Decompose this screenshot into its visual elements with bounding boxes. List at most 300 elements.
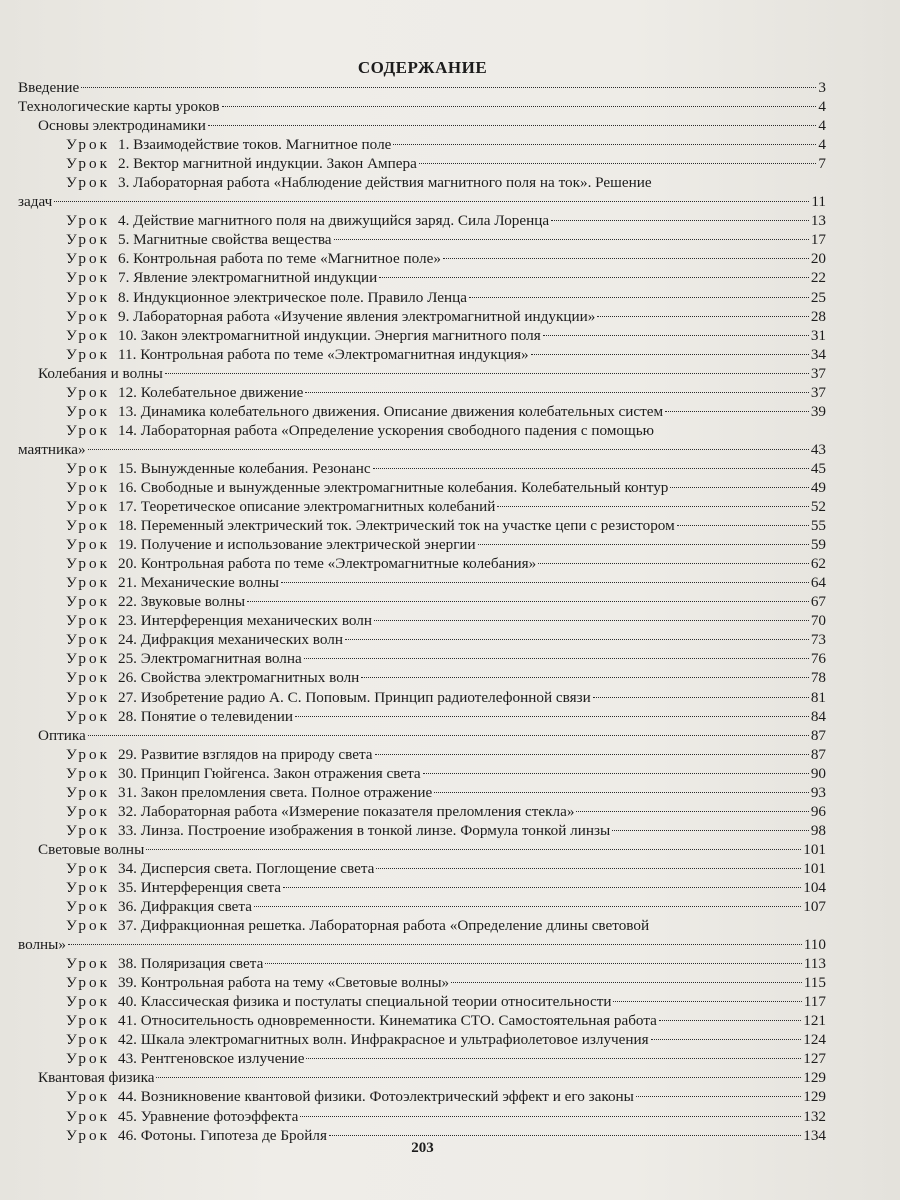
lesson-prefix: Урок: [66, 155, 110, 173]
toc-entry-title: 18. Переменный электрический ток. Электрический ток на участке цепи с резистором: [117, 517, 675, 535]
dot-leader: [88, 735, 809, 736]
lesson-prefix: Урок: [66, 859, 110, 877]
lesson-prefix: Урок: [66, 174, 110, 192]
toc-page-number: 96: [810, 802, 826, 820]
toc-entry-text: [66, 535, 476, 554]
toc-entry-title: 25. Электромагнитная волна: [117, 650, 302, 668]
dot-leader: [434, 792, 809, 793]
lesson-prefix: Урок: [66, 783, 110, 801]
toc-page-number: 107: [803, 898, 826, 916]
toc-lesson-entry: [18, 573, 826, 592]
dot-leader: [451, 982, 802, 983]
toc-entry-text: [18, 97, 220, 116]
toc-entry-text: [66, 878, 281, 897]
lesson-prefix: Урок: [66, 1107, 110, 1125]
toc-page-number: 98: [810, 821, 826, 839]
toc-page-number: 70: [810, 612, 826, 630]
toc-page-number: 4: [818, 98, 826, 116]
lesson-prefix: Урок: [66, 688, 110, 706]
toc-lesson-entry: [18, 973, 826, 992]
toc-lesson-entry: [18, 230, 826, 249]
toc-entry-text: [66, 897, 252, 916]
lesson-prefix: Урок: [66, 459, 110, 477]
toc-lesson-entry: [18, 707, 826, 726]
dot-leader: [54, 201, 809, 202]
toc-lesson-entry: [18, 268, 826, 287]
toc-entry-text: [38, 840, 144, 859]
toc-entry-text: [66, 288, 467, 307]
toc-entry-title: 15. Вынужденные колебания. Резонанс: [117, 459, 371, 477]
toc-page-number: 113: [803, 955, 826, 973]
toc-entry-title: 41. Относительность одновременности. Кинематика СТО. Самостоятельная работа: [117, 1012, 657, 1030]
dot-leader: [156, 1077, 801, 1078]
dot-leader: [373, 468, 809, 469]
toc-page-number: 121: [803, 1012, 826, 1030]
toc-lesson-entry: [18, 345, 826, 364]
toc-page-number: 3: [818, 79, 826, 96]
toc-entry-text: [38, 1068, 154, 1087]
toc-entry-text: [66, 668, 359, 687]
lesson-prefix: Урок: [66, 1012, 110, 1030]
dot-leader: [659, 1020, 801, 1021]
toc-page-number: 25: [810, 288, 826, 306]
toc-entry-text: [66, 211, 549, 230]
dot-leader: [613, 1001, 801, 1002]
toc-page-number: 37: [810, 364, 826, 382]
toc-page-number: 78: [810, 669, 826, 687]
toc-entry-title: 3. Лабораторная работа «Наблюдение действия магнитного поля на ток». Решение: [117, 174, 652, 192]
toc-entry-text: [66, 268, 377, 287]
toc-entry-title: 26. Свойства электромагнитных волн: [117, 669, 360, 687]
toc-page-number: 101: [803, 840, 826, 858]
dot-leader: [497, 506, 808, 507]
toc-lesson-entry: [18, 459, 826, 478]
toc-entry-title: 35. Интерференция света: [117, 878, 282, 896]
toc-entry-text: [66, 383, 303, 402]
toc-lesson-entry: [18, 135, 826, 154]
lesson-prefix: Урок: [66, 707, 110, 725]
dot-leader: [651, 1039, 802, 1040]
lesson-prefix: Урок: [66, 898, 110, 916]
toc-entry-text: [66, 992, 611, 1011]
toc-entry-text: [66, 973, 449, 992]
lesson-prefix: Урок: [66, 650, 110, 668]
toc-page-number: 127: [803, 1050, 826, 1068]
toc-page-number: 76: [810, 650, 826, 668]
toc-page-number: 45: [810, 459, 826, 477]
toc-lesson-entry: [18, 992, 826, 1011]
toc-entry-text: [66, 478, 668, 497]
toc-page-number: 4: [818, 117, 826, 135]
dot-leader: [593, 697, 809, 698]
dot-leader: [636, 1096, 801, 1097]
lesson-prefix: Урок: [66, 478, 110, 496]
toc-lesson-entry: [18, 611, 826, 630]
dot-leader: [531, 354, 809, 355]
toc-entry-title: 39. Контрольная работа на тему «Световые волны»: [117, 974, 450, 992]
toc-entry-line: [18, 916, 826, 935]
toc-lesson-entry: [18, 402, 826, 421]
lesson-prefix: Урок: [66, 345, 110, 363]
toc-page-number: 17: [810, 231, 826, 249]
lesson-prefix: Урок: [66, 421, 110, 439]
toc-entry-continuation: волны»: [18, 936, 66, 954]
dot-leader: [345, 639, 809, 640]
toc-entry-title: 30. Принцип Гюйгенса. Закон отражения света: [117, 764, 421, 782]
lesson-prefix: Урок: [66, 250, 110, 268]
toc-page-number: 117: [803, 993, 826, 1011]
toc-entry-text: [66, 611, 372, 630]
dot-leader: [88, 449, 809, 450]
toc-lesson-entry: [18, 688, 826, 707]
page-title: СОДЕРЖАНИЕ: [357, 58, 488, 77]
toc-entry-text: [66, 821, 610, 840]
toc-lesson-entry: [18, 554, 826, 573]
toc-entry-title: 43. Рентгеновское излучение: [117, 1050, 305, 1068]
toc-page-number: 4: [818, 136, 826, 154]
toc-entry-text: [66, 1087, 634, 1106]
toc-lesson-entry: [18, 859, 826, 878]
toc-entry-text: [66, 783, 432, 802]
lesson-prefix: Урок: [66, 745, 110, 763]
toc-section-entry: [18, 1068, 826, 1087]
toc-entry-line: [18, 173, 826, 192]
toc-page-number: 11: [811, 193, 826, 211]
toc-lesson-entry: [18, 383, 826, 402]
lesson-prefix: Урок: [66, 955, 110, 973]
dot-leader: [68, 944, 802, 945]
dot-leader: [305, 392, 809, 393]
toc-entry-title: 22. Звуковые волны: [117, 593, 246, 611]
lesson-prefix: Урок: [66, 669, 110, 687]
toc-lesson-entry: [18, 288, 826, 307]
lesson-prefix: Урок: [66, 383, 110, 401]
toc-page-number: 49: [810, 478, 826, 496]
lesson-prefix: Урок: [66, 1050, 110, 1068]
toc-entry-title: Основы электродинамики: [38, 117, 206, 135]
toc-page-number: 124: [803, 1031, 826, 1049]
toc-section-entry: [18, 116, 826, 135]
toc-entry-title: 23. Интерференция механических волн: [117, 612, 373, 630]
toc-page-number: 129: [803, 1088, 826, 1106]
dot-leader: [665, 411, 809, 412]
toc-lesson-entry: [18, 1049, 826, 1068]
toc-page-number: 87: [810, 745, 826, 763]
toc-lesson-entry: [18, 783, 826, 802]
toc-entry-continuation: задач: [18, 193, 53, 211]
toc-lesson-entry: [18, 478, 826, 497]
toc-entry-title: 32. Лабораторная работа «Измерение показателя преломления стекла»: [117, 802, 575, 820]
lesson-prefix: Урок: [66, 326, 110, 344]
dot-leader: [306, 1058, 801, 1059]
dot-leader: [375, 754, 809, 755]
toc-entry-title: 24. Дифракция механических волн: [117, 631, 343, 649]
dot-leader: [165, 373, 809, 374]
toc-entry-text: [66, 402, 663, 421]
toc-entry-title: Технологические карты уроков: [18, 98, 220, 116]
toc-entry-text: [66, 630, 343, 649]
toc-entry-title: 16. Свободные и вынужденные электромагнитные колебания. Колебательный контур: [117, 478, 669, 496]
toc-lesson-entry: [18, 878, 826, 897]
toc-entry-title: 5. Магнитные свойства вещества: [117, 231, 332, 249]
toc-lesson-entry: [18, 1011, 826, 1030]
toc-page-number: 110: [803, 936, 826, 954]
dot-leader: [281, 582, 809, 583]
toc-entry-title: 4. Действие магнитного поля на движущийся заряд. Сила Лоренца: [117, 212, 550, 230]
lesson-prefix: Урок: [66, 631, 110, 649]
toc-entry-text: [66, 649, 302, 668]
toc-page-number: 129: [803, 1069, 826, 1087]
toc-section-entry: [18, 364, 826, 383]
dot-leader: [478, 544, 809, 545]
toc-entry-text: [66, 1107, 298, 1126]
toc-entry-title: 29. Развитие взглядов на природу света: [117, 745, 373, 763]
toc-entry-title: 11. Контрольная работа по теме «Электромагнитная индукция»: [117, 345, 529, 363]
toc-lesson-entry: [18, 535, 826, 554]
toc-page-number: 87: [810, 726, 826, 744]
toc-lesson-entry: [18, 821, 826, 840]
toc-page-number: 7: [818, 155, 826, 173]
toc-entry-title: 13. Динамика колебательного движения. Описание движения колебательных систем: [117, 402, 664, 420]
dot-leader: [304, 658, 809, 659]
dot-leader: [670, 487, 808, 488]
toc-section-entry: [18, 726, 826, 745]
toc-page-number: 62: [810, 555, 826, 573]
toc-entry-title: Оптика: [38, 726, 86, 744]
toc-entry-title: 21. Механические волны: [117, 574, 279, 592]
toc-entry-text: [66, 954, 263, 973]
toc-page-number: 20: [810, 250, 826, 268]
dot-leader: [376, 868, 801, 869]
toc-entry-text: [66, 688, 591, 707]
toc-entry-text: [66, 154, 417, 173]
toc-page-number: 39: [810, 402, 826, 420]
toc-entry-text: [66, 1049, 304, 1068]
toc-lesson-entry: [18, 649, 826, 668]
toc-section-entry: [18, 840, 826, 859]
lesson-prefix: Урок: [66, 212, 110, 230]
toc-lesson-entry: [18, 154, 826, 173]
toc-entry-text: [66, 1011, 657, 1030]
dot-leader: [469, 297, 809, 298]
toc-entry-title: 19. Получение и использование электрической энергии: [117, 536, 476, 554]
lesson-prefix: Урок: [66, 136, 110, 154]
toc-page-number: 31: [810, 326, 826, 344]
toc-page-number: 84: [810, 707, 826, 725]
toc-entry-text: [38, 726, 86, 745]
toc-entry-text: [66, 307, 595, 326]
toc-page-number: 81: [810, 688, 826, 706]
toc-section-entry: [18, 97, 826, 116]
toc-entry-title: 38. Поляризация света: [117, 955, 264, 973]
toc-page-number: 64: [810, 574, 826, 592]
toc-lesson-entry: [18, 1030, 826, 1049]
lesson-prefix: Урок: [66, 288, 110, 306]
toc-entry-title: Световые волны: [38, 840, 145, 858]
toc-entry-title: 34. Дисперсия света. Поглощение света: [117, 859, 375, 877]
toc-entry-title: Квантовая физика: [38, 1069, 155, 1087]
dot-leader: [222, 106, 817, 107]
toc-entry-text: [66, 573, 279, 592]
dot-leader: [81, 87, 816, 88]
toc-lesson-entry: [18, 249, 826, 268]
dot-leader: [300, 1116, 801, 1117]
toc-entry-title: 8. Индукционное электрическое поле. Правило Ленца: [117, 288, 468, 306]
toc-entry-title: 6. Контрольная работа по теме «Магнитное поле»: [117, 250, 441, 268]
toc-entry-title: 44. Возникновение квантовой физики. Фотоэлектрический эффект и его законы: [117, 1088, 634, 1106]
toc-lesson-entry: [18, 897, 826, 916]
dot-leader: [612, 830, 809, 831]
toc-entry-text: [66, 802, 574, 821]
toc-entry-text: [66, 764, 421, 783]
page-number: 203: [411, 1140, 434, 1156]
toc-entry-text: [66, 554, 536, 573]
toc-page-number: 34: [810, 345, 826, 363]
toc-lesson-entry: [18, 1107, 826, 1126]
toc-entry-title: 40. Классическая физика и постулаты специальной теории относительности: [117, 993, 612, 1011]
lesson-prefix: Урок: [66, 402, 110, 420]
toc-page-number: 101: [803, 859, 826, 877]
toc-entry-title: 17. Теоретическое описание электромагнитных колебаний: [117, 498, 496, 516]
dot-leader: [393, 144, 816, 145]
toc-lesson-entry: [18, 307, 826, 326]
dot-leader: [208, 125, 817, 126]
toc-page-number: 52: [810, 498, 826, 516]
toc-page-number: 43: [810, 440, 826, 458]
toc-page-number: 93: [810, 783, 826, 801]
toc-page-number: 59: [810, 536, 826, 554]
toc-page-number: 28: [810, 307, 826, 325]
toc-entry-line: [18, 935, 826, 954]
dot-leader: [576, 811, 808, 812]
dot-leader: [543, 335, 809, 336]
lesson-prefix: Урок: [66, 307, 110, 325]
toc-section-entry: [18, 78, 826, 97]
lesson-prefix: Урок: [66, 821, 110, 839]
toc-lesson-entry: [18, 764, 826, 783]
lesson-prefix: Урок: [66, 917, 110, 935]
toc-entry-title: 1. Взаимодействие токов. Магнитное поле: [117, 136, 392, 154]
toc-entry-text: [66, 345, 529, 364]
dot-leader: [443, 258, 809, 259]
toc-lesson-entry: [18, 630, 826, 649]
lesson-prefix: Урок: [66, 536, 110, 554]
toc-entry-line: [18, 421, 826, 440]
lesson-prefix: Урок: [66, 974, 110, 992]
toc-lesson-entry: [18, 668, 826, 687]
toc-entry-text: [66, 745, 373, 764]
toc-entry-title: 28. Понятие о телевидении: [117, 707, 293, 725]
dot-leader: [334, 239, 809, 240]
toc-entry-text: [66, 230, 332, 249]
lesson-prefix: Урок: [66, 764, 110, 782]
toc-entry-text: [66, 135, 391, 154]
toc-page-number: 73: [810, 631, 826, 649]
toc-lesson-entry: [18, 592, 826, 611]
toc-entry-text: [38, 364, 163, 383]
dot-leader: [265, 963, 801, 964]
toc-lesson-entry: [18, 745, 826, 764]
toc-lesson-entry: [18, 1087, 826, 1106]
dot-leader: [146, 849, 801, 850]
toc-page-number: 55: [810, 517, 826, 535]
toc-entry-title: 42. Шкала электромагнитных волн. Инфракрасное и ультрафиолетовое излучения: [117, 1031, 649, 1049]
lesson-prefix: Урок: [66, 231, 110, 249]
toc-entry-title: 20. Контрольная работа по теме «Электромагнитные колебания»: [117, 555, 537, 573]
toc-entry-text: [66, 459, 371, 478]
table-of-contents: [18, 78, 826, 1145]
dot-leader: [419, 163, 817, 164]
dot-leader: [597, 316, 809, 317]
dot-leader: [423, 773, 809, 774]
dot-leader: [247, 601, 809, 602]
toc-entry-line: [18, 440, 826, 459]
toc-entry-text: [66, 1030, 649, 1049]
dot-leader: [283, 887, 801, 888]
lesson-prefix: Урок: [66, 574, 110, 592]
toc-entry-text: [38, 116, 206, 135]
toc-entry-text: [66, 859, 374, 878]
lesson-prefix: Урок: [66, 1031, 110, 1049]
toc-entry-continuation: маятника»: [18, 440, 86, 458]
toc-page-number: 13: [810, 212, 826, 230]
toc-page-number: 104: [803, 878, 826, 896]
dot-leader: [677, 525, 809, 526]
toc-lesson-entry: [18, 211, 826, 230]
toc-entry-text: [66, 326, 541, 345]
toc-entry-title: 12. Колебательное движение: [117, 383, 304, 401]
toc-entry-text: [66, 592, 245, 611]
dot-leader: [361, 677, 809, 678]
dot-leader: [374, 620, 809, 621]
toc-entry-title: 9. Лабораторная работа «Изучение явления электромагнитной индукции»: [117, 307, 596, 325]
toc-entry-title: Введение: [18, 79, 80, 96]
toc-page-number: 22: [810, 269, 826, 287]
lesson-prefix: Урок: [66, 498, 110, 516]
toc-entry-text: [66, 249, 441, 268]
toc-page-number: 134: [803, 1126, 826, 1144]
toc-page-number: 132: [803, 1107, 826, 1125]
lesson-prefix: Урок: [66, 269, 110, 287]
toc-entry-title: 14. Лабораторная работа «Определение ускорения свободного падения с помощью: [117, 421, 654, 439]
dot-leader: [551, 220, 809, 221]
toc-entry-text: [66, 516, 675, 535]
toc-entry-title: 36. Дифракция света: [117, 898, 252, 916]
toc-entry-text: [66, 707, 293, 726]
toc-entry-title: 10. Закон электромагнитной индукции. Энергия магнитного поля: [117, 326, 541, 344]
toc-entry-title: 27. Изобретение радио А. С. Поповым. Принцип радиотелефонной связи: [117, 688, 591, 706]
toc-page-number: 115: [803, 974, 826, 992]
lesson-prefix: Урок: [66, 993, 110, 1011]
lesson-prefix: Урок: [66, 802, 110, 820]
toc-entry-line: [18, 192, 826, 211]
toc-entry-title: 31. Закон преломления света. Полное отражение: [117, 783, 433, 801]
lesson-prefix: Урок: [66, 517, 110, 535]
lesson-prefix: Урок: [66, 1126, 110, 1144]
toc-entry-title: 33. Линза. Построение изображения в тонкой линзе. Формула тонкой линзы: [117, 821, 611, 839]
toc-entry-title: 37. Дифракционная решетка. Лабораторная работа «Определение длины световой: [117, 917, 650, 935]
toc-entry-title: 45. Уравнение фотоэффекта: [117, 1107, 299, 1125]
toc-entry-text: [66, 497, 495, 516]
dot-leader: [379, 277, 809, 278]
dot-leader: [329, 1135, 801, 1136]
dot-leader: [254, 906, 801, 907]
toc-page-number: 67: [810, 593, 826, 611]
dot-leader: [538, 563, 809, 564]
lesson-prefix: Урок: [66, 555, 110, 573]
toc-page-number: 37: [810, 383, 826, 401]
toc-entry-title: 7. Явление электромагнитной индукции: [117, 269, 378, 287]
